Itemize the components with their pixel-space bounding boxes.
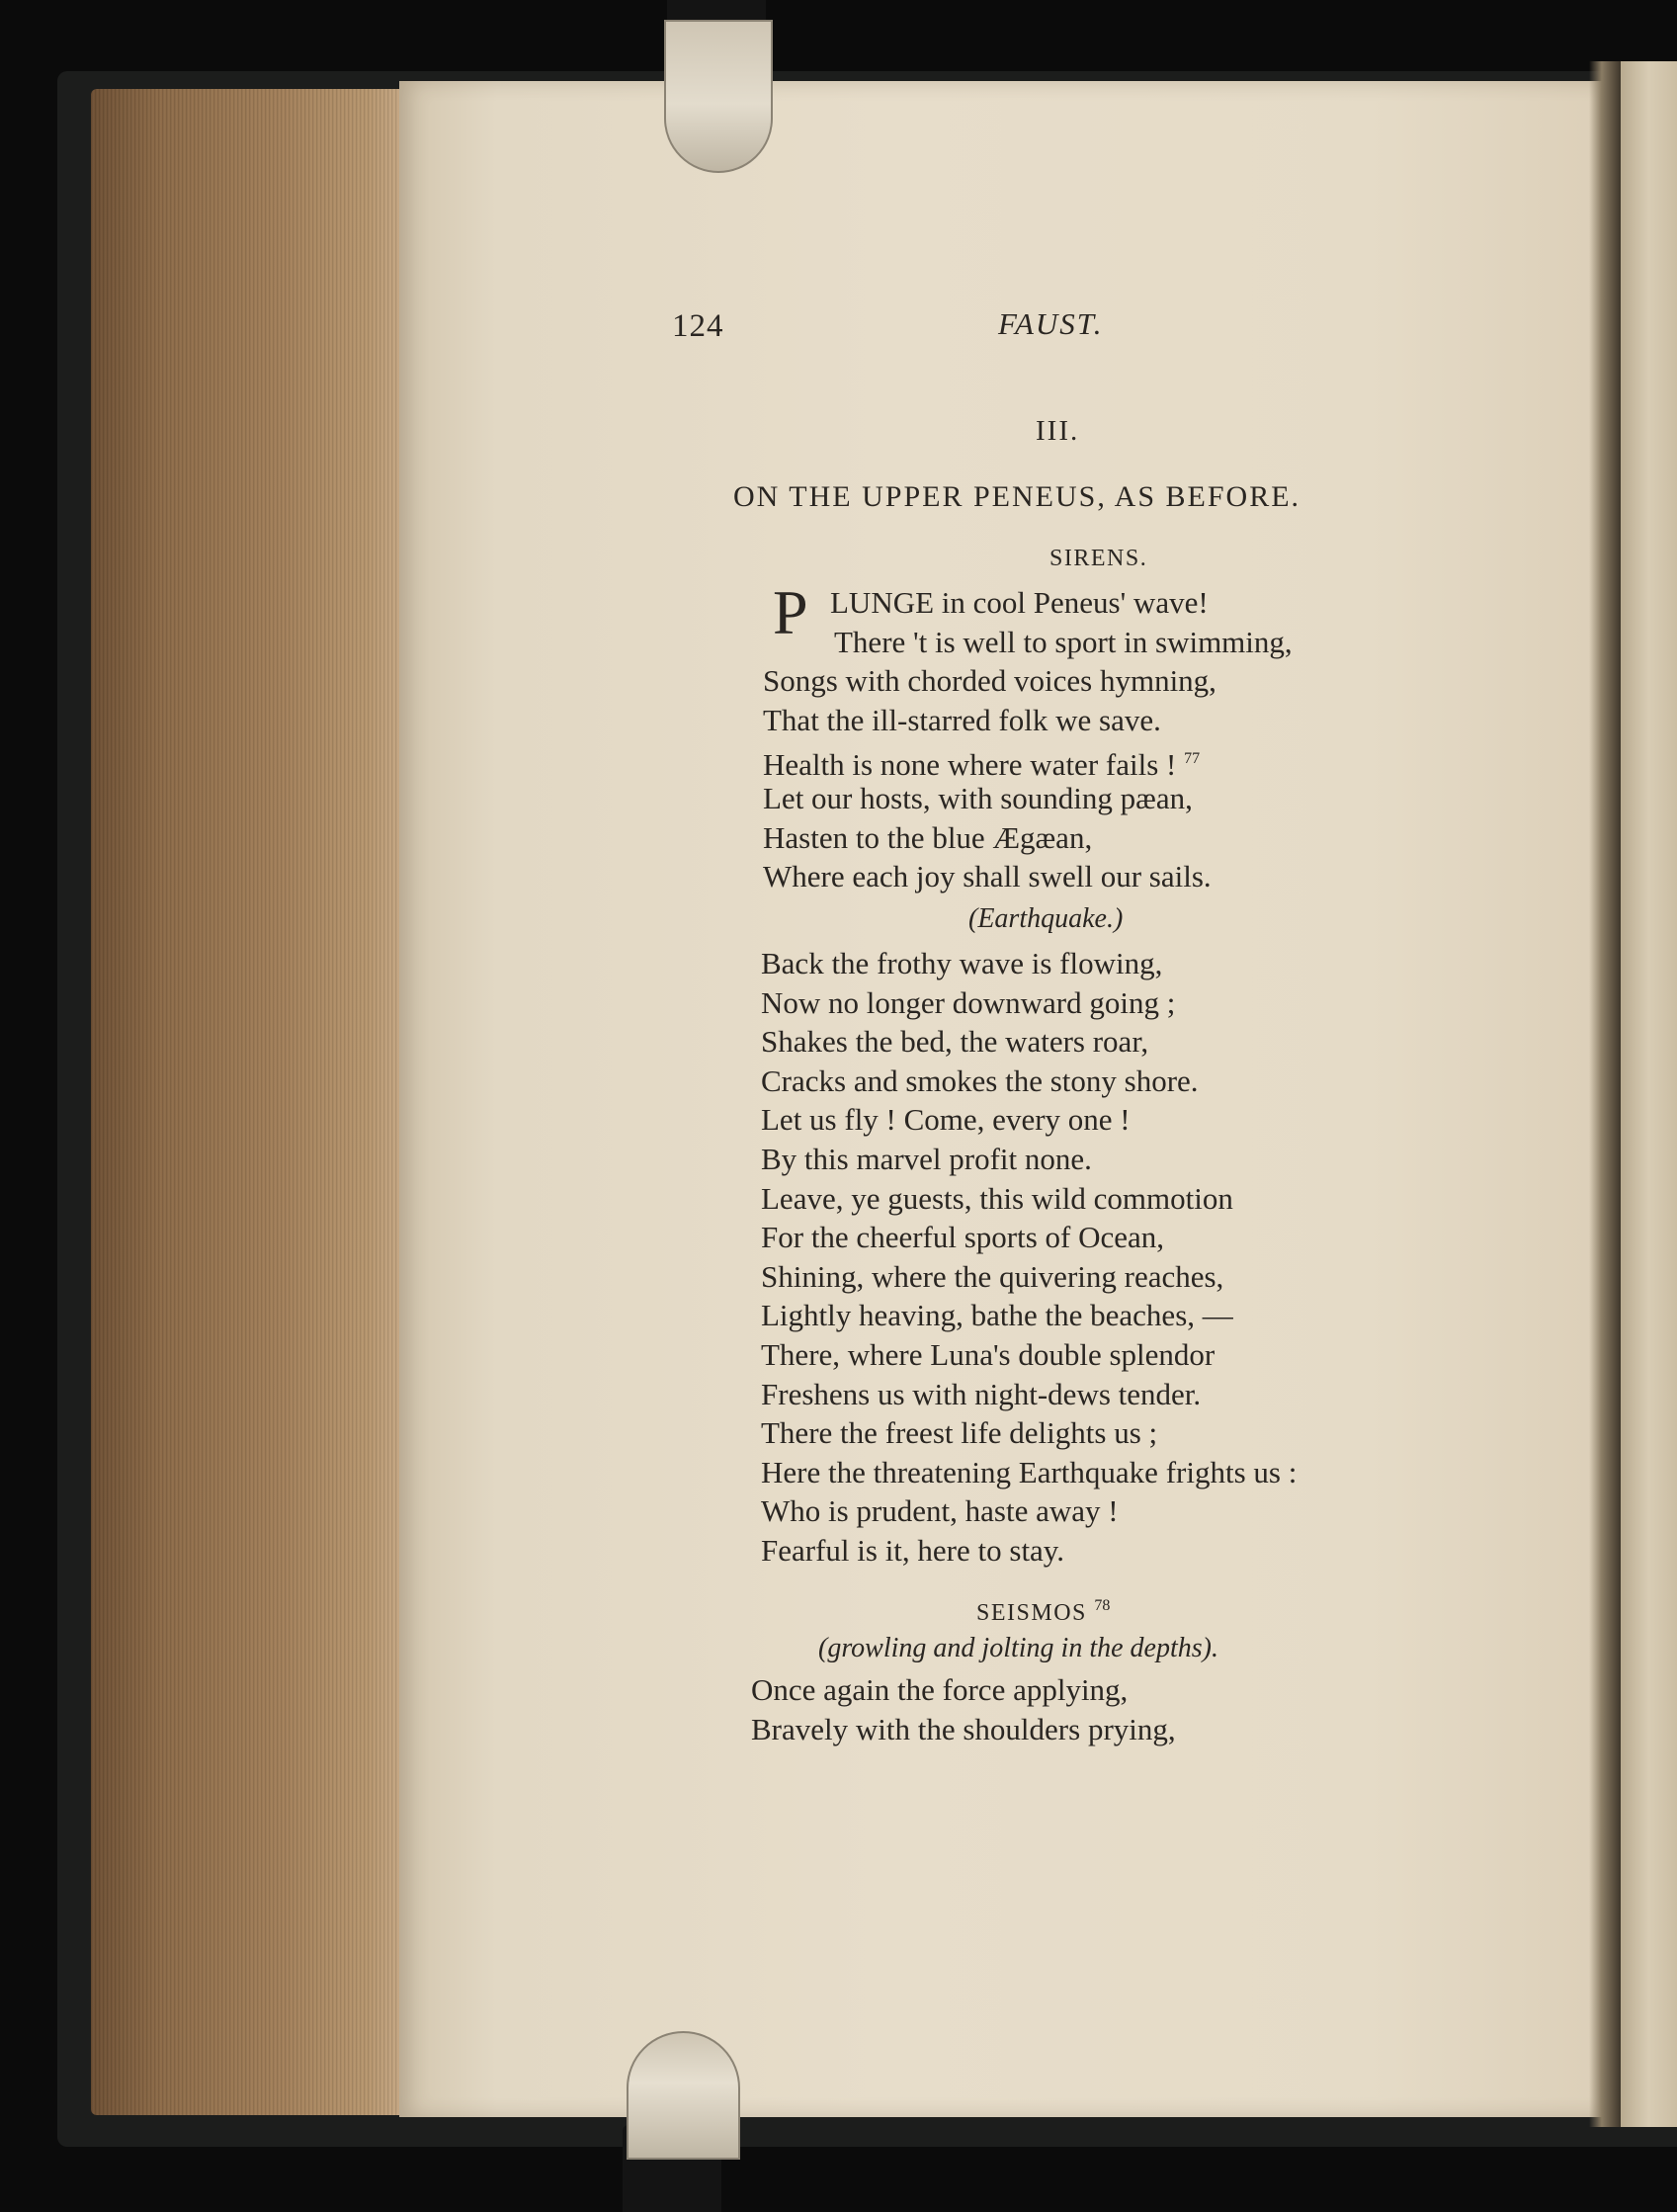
verse-line: Shakes the bed, the waters roar,: [761, 1024, 1149, 1060]
drop-cap: P: [773, 577, 808, 647]
section-title: ON THE UPPER PENEUS, AS BEFORE.: [733, 480, 1301, 513]
stage-direction: (Earthquake.): [968, 903, 1124, 934]
verse-line: Here the threatening Earthquake frights us :: [761, 1454, 1298, 1489]
verse-line: Fearful is it, here to stay.: [761, 1532, 1065, 1568]
page-number: 124: [672, 308, 724, 344]
verse-line: For the cheerful sports of Ocean,: [761, 1220, 1165, 1255]
seismos-verse: [751, 1670, 1176, 1748]
verse-line: LUNGE in cool Peneus' wave!: [830, 585, 1209, 620]
verse-line: That the ill-starred folk we save.: [763, 702, 1161, 737]
sirens-verse-continued: [761, 944, 1297, 1571]
verse-line: [763, 739, 1293, 783]
verse-line: Songs with chorded voices hymning,: [763, 663, 1216, 699]
verse-line: There the freest life delights us ;: [761, 1415, 1158, 1451]
verse-line: Let us fly ! Come, every one !: [761, 1102, 1131, 1138]
running-head: FAUST.: [998, 306, 1104, 341]
verse-line: Once again the force applying,: [751, 1672, 1129, 1707]
verse-line: There 't is well to sport in swimming,: [834, 624, 1293, 659]
verse-line: Let our hosts, with sounding pæan,: [763, 780, 1193, 815]
footnote-ref: 77: [1184, 750, 1201, 768]
verse-line: Leave, ye guests, this wild commotion: [761, 1180, 1233, 1216]
speaker-sirens: SIRENS.: [1049, 546, 1148, 571]
verse-line: There, where Luna's double splendor: [761, 1336, 1216, 1372]
section-number: III.: [1036, 415, 1080, 447]
verse-line: Back the frothy wave is flowing,: [761, 946, 1163, 980]
verse-line: Cracks and smokes the stony shore.: [761, 1063, 1199, 1098]
stage-direction-seismos: (growling and jolting in the depths).: [818, 1633, 1218, 1663]
verse-line: Who is prudent, haste away !: [761, 1493, 1119, 1529]
verse-line: Freshens us with night-dews tender.: [761, 1376, 1202, 1411]
speaker-name: SEISMOS: [976, 1600, 1087, 1626]
speaker-seismos: [976, 1597, 1110, 1627]
verse-line-text: Health is none where water fails !: [763, 747, 1177, 783]
verse-line: Shining, where the quivering reaches,: [761, 1258, 1224, 1294]
verse-line: Now no longer downward going ;: [761, 984, 1176, 1020]
verse-line: Lightly heaving, bathe the beaches, —: [761, 1298, 1233, 1333]
footnote-ref: 78: [1094, 1597, 1111, 1614]
verse-line: Where each joy shall swell our sails.: [763, 859, 1212, 894]
sirens-verse: [763, 577, 1293, 896]
verse-line: Hasten to the blue Ægæan,: [763, 819, 1093, 855]
verse-line: By this marvel profit none.: [761, 1141, 1092, 1176]
verse-line: Bravely with the shoulders prying,: [751, 1711, 1176, 1746]
